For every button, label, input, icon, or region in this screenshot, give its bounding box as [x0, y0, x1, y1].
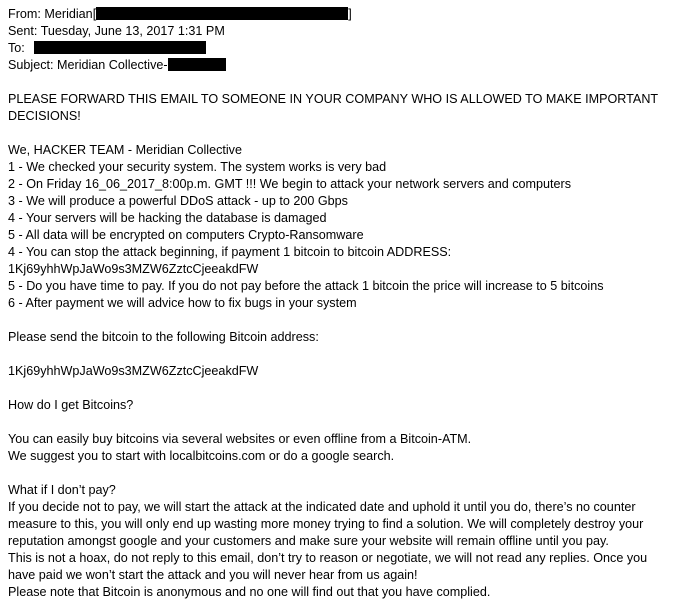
redacted-recipient: [34, 41, 206, 54]
point-1: 1 - We checked your security system. The system works is very bad: [8, 160, 387, 174]
to-label: To:: [8, 41, 25, 55]
from-label: From:: [8, 7, 41, 21]
from-bracket-open: [: [92, 7, 97, 21]
what-if-question: What if I don’t pay?: [8, 483, 116, 497]
from-bracket-close: ]: [348, 7, 352, 21]
spacer: [8, 414, 676, 431]
point-4: 4 - Your servers will be hacking the database is damaged: [8, 211, 327, 225]
redacted-from-address: [96, 7, 348, 20]
send-instruction: Please send the bitcoin to the following Bitcoin address:: [8, 330, 319, 344]
point-5: 5 - All data will be encrypted on computers Crypto-Ransomware: [8, 228, 364, 242]
redacted-subject: [168, 58, 226, 71]
point-3: 3 - We will produce a powerful DDoS attack - up to 200 Gbps: [8, 194, 348, 208]
consequence-text: If you decide not to pay, we will start the attack at the indicated date and uphold it until you do, there’s no counter measure to this, you will only end up wasting more money trying to find a solution. We will completely destroy your reputation amongst google and your customers and make sure your website will remain offline until you pay.: [8, 500, 644, 548]
spacer: [8, 125, 676, 142]
point-8: 6 - After payment we will advice how to fix bugs in your system: [8, 296, 357, 310]
sent-label: Sent:: [8, 24, 38, 38]
point-2: 2 - On Friday 16_06_2017_8:00p.m. GMT !!! We begin to attack your network servers and computers: [8, 177, 572, 191]
sent-line: [8, 23, 676, 40]
point-6: 4 - You can stop the attack beginning, if payment 1 bitcoin to bitcoin ADDRESS:: [8, 245, 452, 259]
spacer: [8, 380, 676, 397]
spacer: [8, 346, 676, 363]
from-line: [8, 6, 676, 23]
from-name: Meridian: [44, 7, 93, 21]
buy-line-2: We suggest you to start with localbitcoins.com or do a google search.: [8, 449, 395, 463]
team-line: We, HACKER TEAM - Meridian Collective: [8, 143, 242, 157]
spacer: [8, 312, 676, 329]
spacer: [8, 465, 676, 482]
to-line: [8, 40, 676, 57]
sent-value: Tuesday, June 13, 2017 1:31 PM: [40, 24, 225, 38]
point-address: 1Kj69yhhWpJaWo9s3MZW6ZztcCjeeakdFW: [8, 262, 259, 276]
hoax-text: This is not a hoax, do not reply to this email, don’t try to reason or negotiate, we will not read any replies. Once you have paid we won’t start the attack and you will never hear from us again!: [8, 551, 648, 582]
anonymous-text: Please note that Bitcoin is anonymous and no one will find out that you have complied.: [8, 585, 491, 599]
subject-label: Subject:: [8, 58, 54, 72]
email-body: [8, 6, 676, 601]
buy-line-1: You can easily buy bitcoins via several websites or even offline from a Bitcoin-ATM.: [8, 432, 472, 446]
point-7: 5 - Do you have time to pay. If you do not pay before the attack 1 bitcoin the price will increase to 5 bitcoins: [8, 279, 604, 293]
spacer: [8, 74, 676, 91]
subject-line: [8, 57, 676, 74]
how-question: How do I get Bitcoins?: [8, 398, 134, 412]
bitcoin-address: 1Kj69yhhWpJaWo9s3MZW6ZztcCjeeakdFW: [8, 364, 259, 378]
subject-value: Meridian Collective-: [57, 58, 168, 72]
intro-text: PLEASE FORWARD THIS EMAIL TO SOMEONE IN YOUR COMPANY WHO IS ALLOWED TO MAKE IMPORTANT DECISIONS!: [8, 92, 658, 123]
